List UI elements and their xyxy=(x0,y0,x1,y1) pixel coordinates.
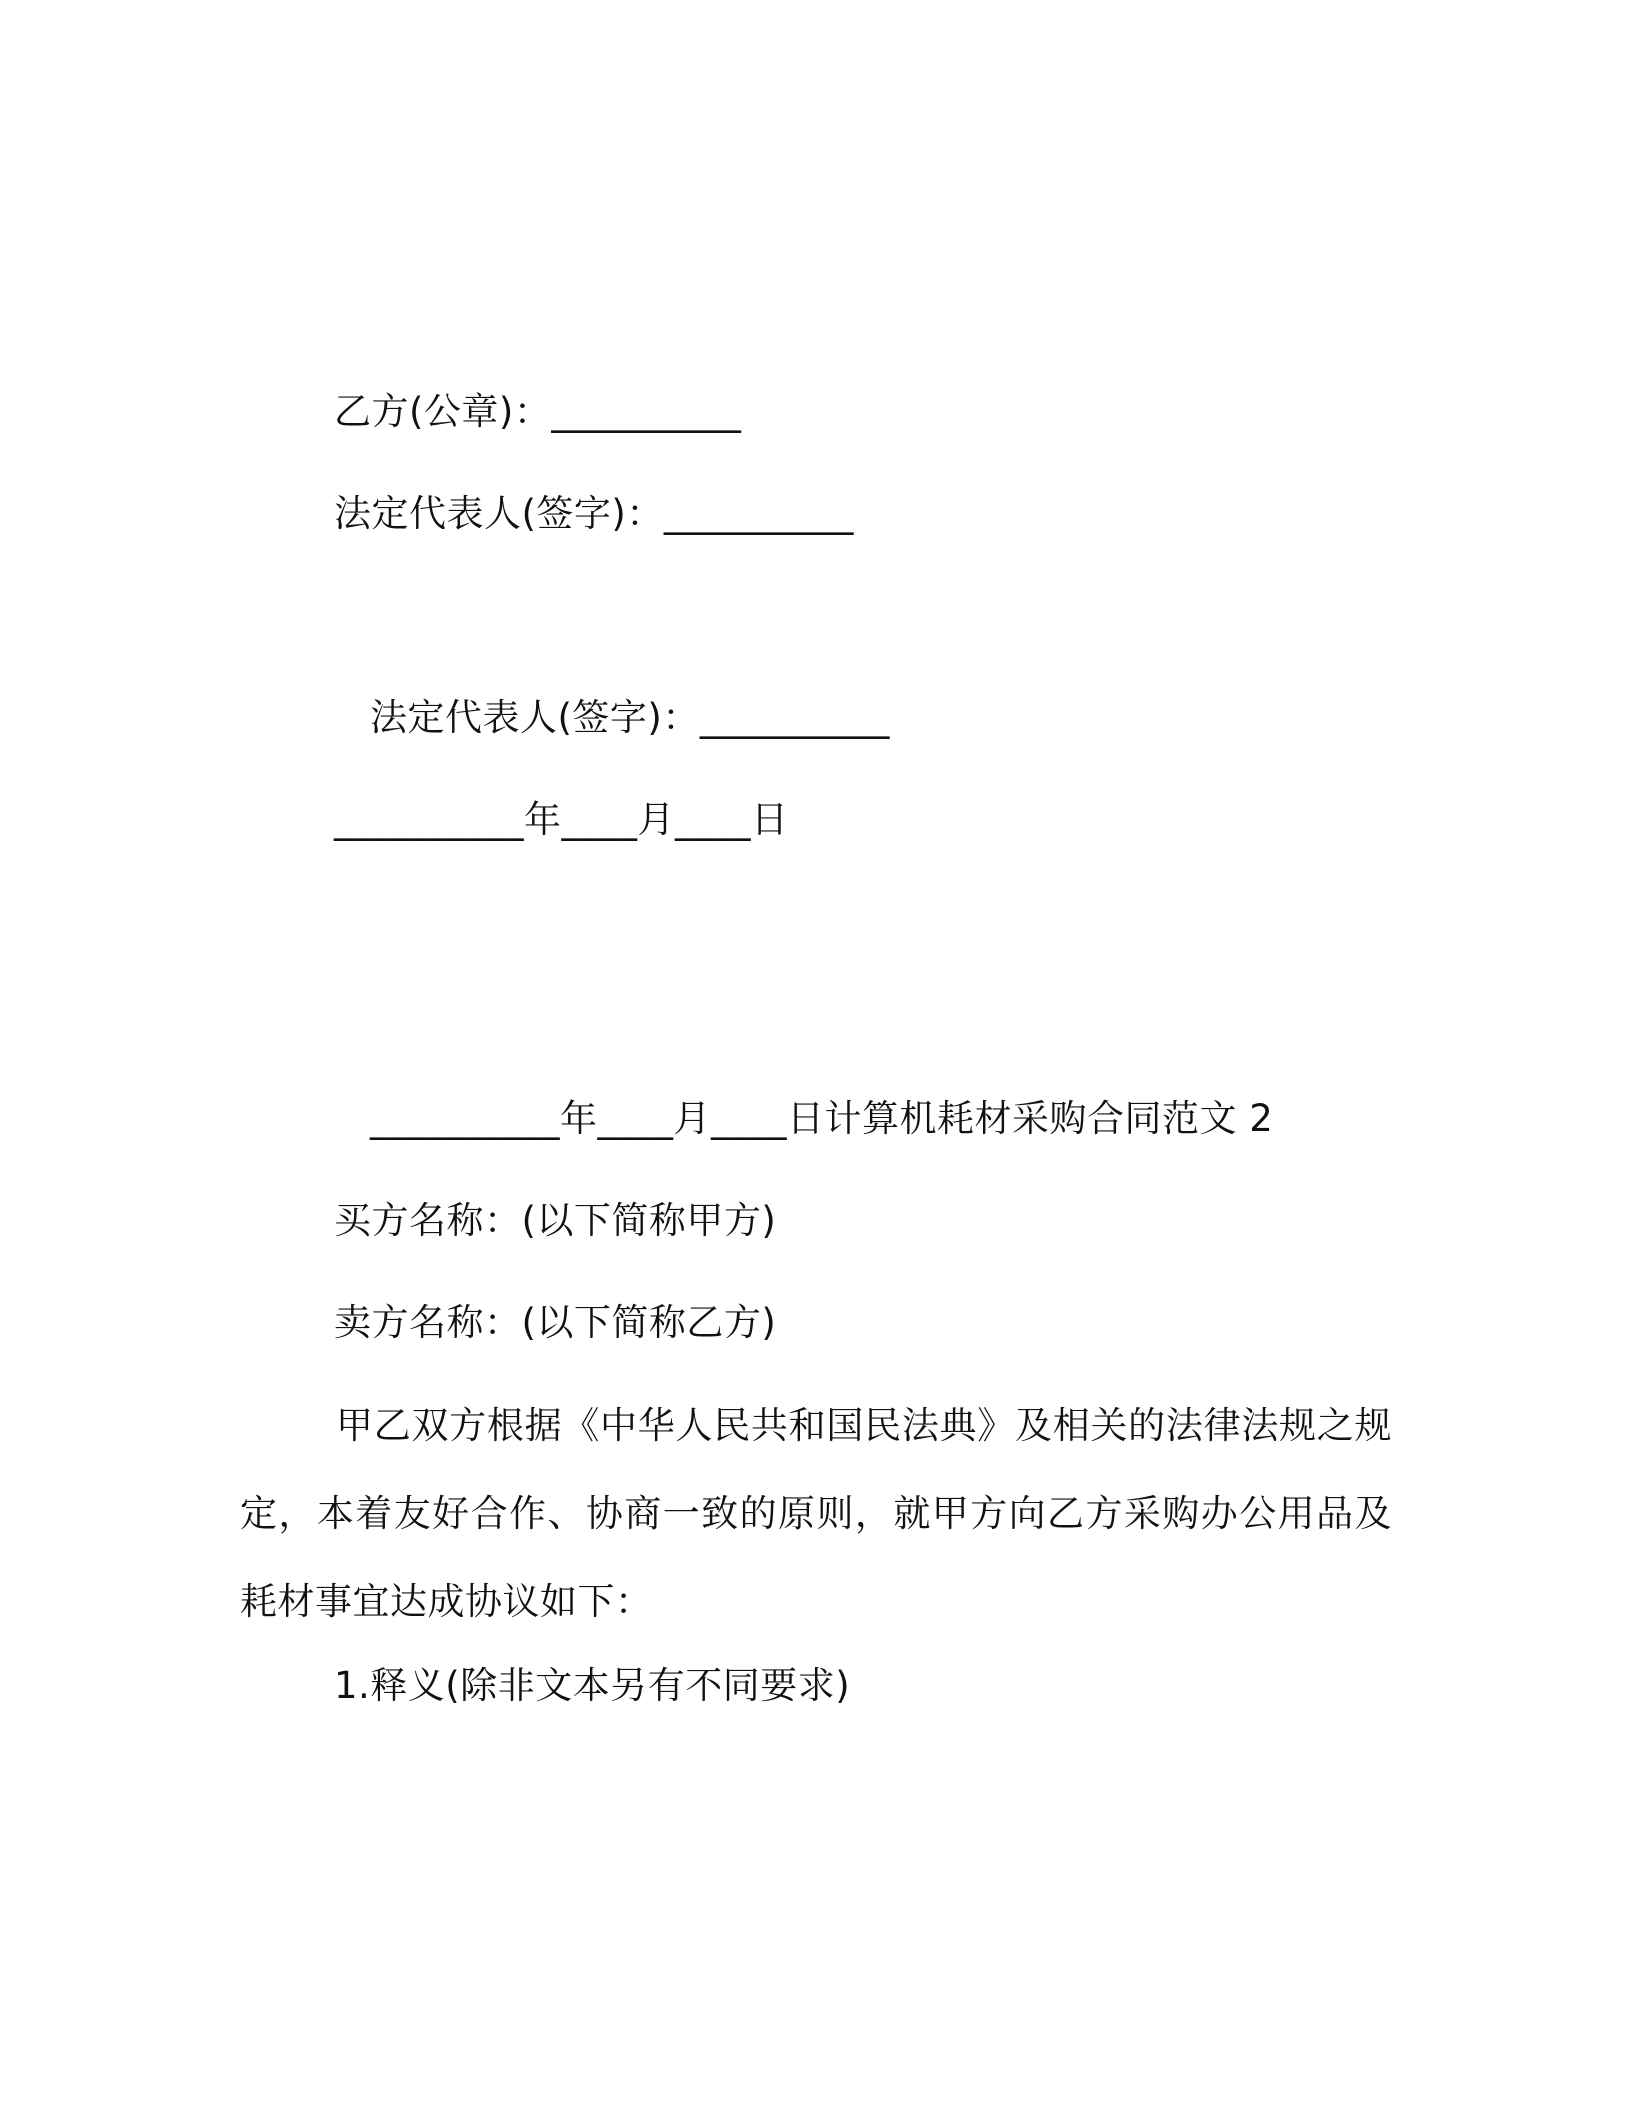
seller-name-line: 卖方名称：(以下简称乙方) xyxy=(334,1301,777,1344)
intro-paragraph: 甲乙双方根据《中华人民共和国民法典》及相关的法律法规之规定，本着友好合作、协商一致的原则，就甲方向乙方采购办公用品及耗材事宜达成协议如下： xyxy=(240,1404,1392,1623)
signature-date-line: __________年____月____日 xyxy=(334,798,789,841)
party-b-seal-line: 乙方(公章)：__________ xyxy=(334,390,742,433)
legal-representative-signature-line-2: 法定代表人(签字)：__________ xyxy=(370,696,890,739)
buyer-name-line: 买方名称：(以下简称甲方) xyxy=(334,1199,777,1242)
legal-representative-signature-line-1: 法定代表人(签字)：__________ xyxy=(334,492,854,535)
contract-title: __________年____月____日计算机耗材采购合同范文 2 xyxy=(370,1097,1274,1140)
section-1-heading: 1.释义(除非文本另有不同要求) xyxy=(334,1664,851,1707)
